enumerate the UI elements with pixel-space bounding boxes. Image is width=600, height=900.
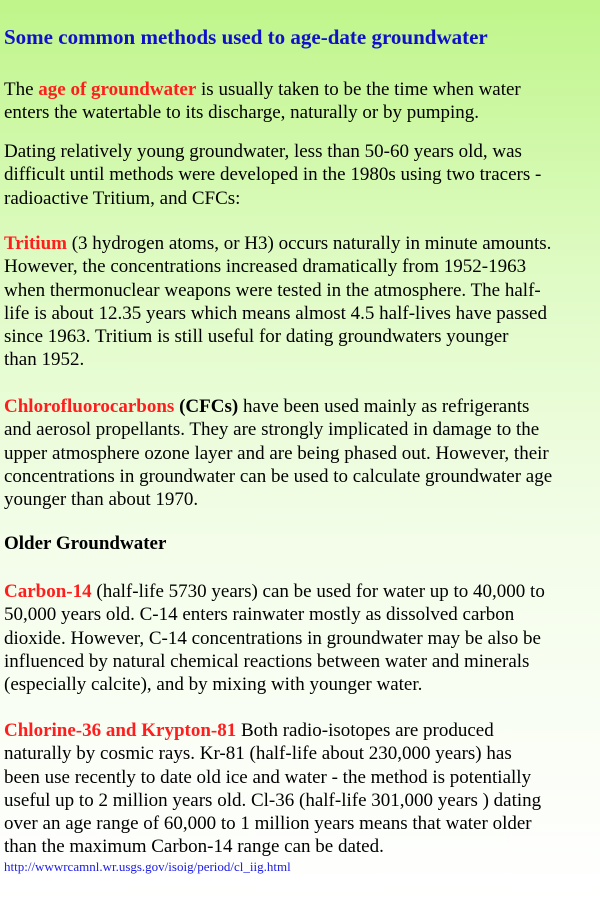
intro-line-2: enters the watertable to its discharge, naturally or by pumping. (4, 102, 480, 124)
carbon-rest: (half-life 5730 years) can be used for water up to 40,000 to (91, 581, 545, 602)
intro-paragraph (4, 78, 521, 125)
dating-line: difficult until methods were developed in the 1980s using two tracers - (4, 164, 542, 186)
dating-paragraph (4, 140, 541, 210)
cfc-line: upper atmosphere ozone layer and are being phased out. However, their (4, 442, 549, 464)
source-link[interactable]: http://wwwrcamnl.wr.usgs.gov/isoig/period/cl_iig.html (4, 859, 291, 874)
carbon-line: 50,000 years old. C-14 enters rainwater mostly as dissolved carbon (4, 604, 515, 626)
chlorine-line: been use recently to date old ice and water - the method is potentially (4, 766, 532, 788)
chlorine-line: over an age range of 60,000 to 1 million years means that water older (4, 813, 532, 835)
age-of-groundwater-term: age of groundwater (38, 79, 197, 100)
cfc-rest: have been used mainly as refrigerants (238, 396, 530, 417)
tritium-paragraph (4, 232, 551, 372)
intro-lead: The (4, 79, 39, 100)
chlorine-krypton-term: Chlorine-36 and Krypton-81 (4, 720, 237, 741)
cfc-term: Chlorofluorocarbons (4, 396, 175, 417)
tritium-line: than 1952. (4, 349, 85, 371)
older-groundwater-heading: Older Groundwater (4, 533, 167, 554)
carbon-line: dioxide. However, C-14 concentrations in groundwater may be also be (4, 627, 541, 649)
tritium-line-1 (4, 232, 551, 255)
cfc-line: concentrations in groundwater can be used to calculate groundwater age (4, 465, 553, 487)
tritium-term: Tritium (4, 233, 67, 254)
cfc-paragraph (4, 395, 552, 511)
chlorine-line: naturally by cosmic rays. Kr-81 (half-life about 230,000 years) has (4, 743, 512, 765)
carbon-14-term: Carbon-14 (4, 581, 92, 602)
tritium-line: life is about 12.35 years which means almost 4.5 half-lives have passed (4, 302, 547, 324)
carbon-line: (especially calcite), and by mixing with younger water. (4, 674, 423, 696)
chlorine-line: useful up to 2 million years old. Cl-36 (half-life 301,000 years ) dating (4, 789, 542, 811)
cfc-line: and aerosol propellants. They are strongly implicated in damage to the (4, 419, 540, 441)
chlorine-rest: Both radio-isotopes are produced (236, 720, 494, 741)
cfc-line: younger than about 1970. (4, 489, 199, 511)
tritium-rest: (3 hydrogen atoms, or H3) occurs naturally in minute amounts. (66, 233, 552, 254)
carbon-line: influenced by natural chemical reactions between water and minerals (4, 650, 530, 672)
cfc-abbr: (CFCs) (174, 396, 239, 417)
chlorine-line: than the maximum Carbon-14 range can be dated. (4, 836, 384, 858)
carbon-line-1 (4, 580, 545, 603)
carbon-paragraph (4, 580, 545, 696)
dating-line: radioactive Tritium, and CFCs: (4, 187, 241, 209)
tritium-line: However, the concentrations increased dramatically from 1952-1963 (4, 256, 527, 278)
intro-rest: is usually taken to be the time when water (196, 79, 521, 100)
cfc-line-1 (4, 395, 552, 418)
dating-line: Dating relatively young groundwater, less than 50-60 years old, was (4, 141, 522, 162)
chlorine-paragraph (4, 719, 541, 859)
chlorine-line-1 (4, 719, 541, 742)
page-title: Some common methods used to age-date groundwater (4, 25, 488, 49)
tritium-line: when thermonuclear weapons were tested in the atmosphere. The half- (4, 279, 541, 301)
intro-line-1 (4, 78, 521, 101)
tritium-line: since 1963. Tritium is still useful for dating groundwaters younger (4, 326, 509, 348)
